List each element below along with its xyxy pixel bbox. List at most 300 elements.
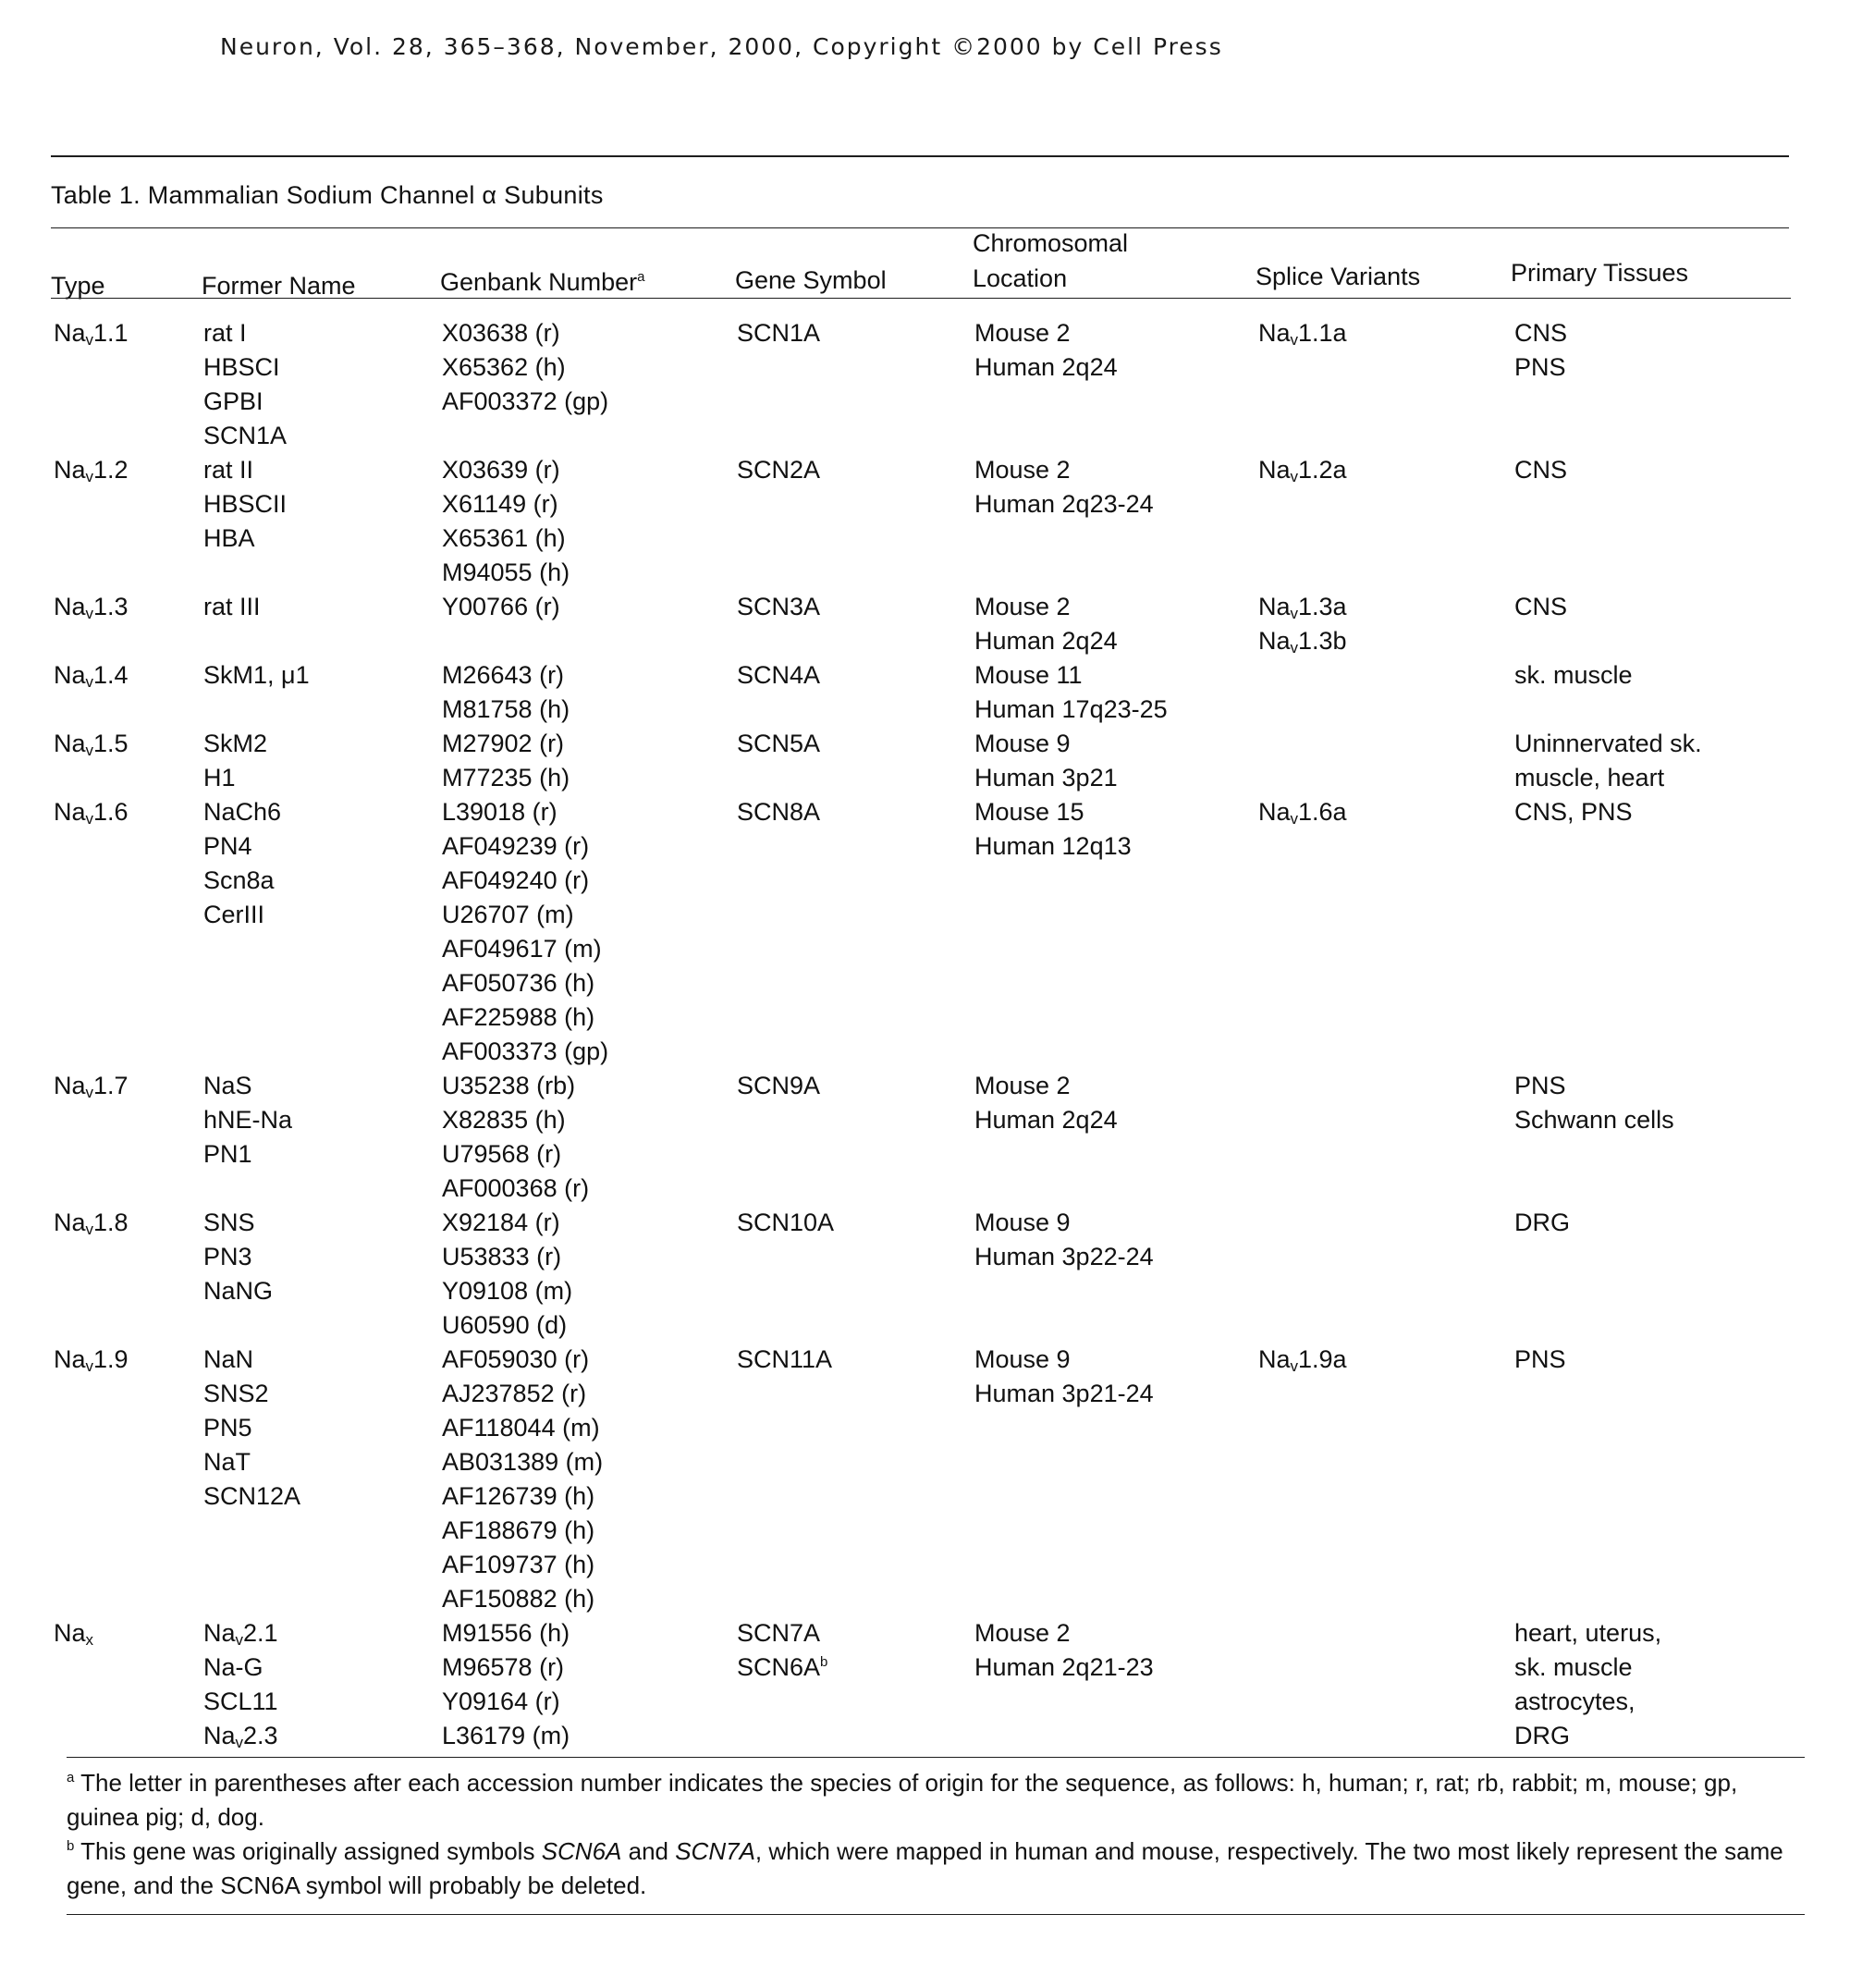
footnote-b-text-2: and	[621, 1837, 676, 1865]
genbank-accession: M96578 (r)	[442, 1653, 565, 1681]
type-base: Na	[54, 1619, 86, 1647]
type-base: Na	[54, 319, 86, 347]
former-name: NaCh6	[203, 798, 282, 826]
primary-tissue: PNS	[1514, 1345, 1566, 1373]
header-splice-variants: Splice Variants	[1256, 263, 1421, 290]
chromosomal-location: Human 2q24	[974, 1106, 1118, 1134]
splice-variants-cell	[1258, 453, 1347, 487]
table-title: Table 1. Mammalian Sodium Channel α Subunits	[51, 181, 604, 209]
chromosomal-location-cell	[974, 658, 1168, 727]
primary-tissue: Schwann cells	[1514, 1106, 1674, 1134]
table-row	[0, 658, 1850, 727]
former-name: PN1	[203, 1140, 252, 1168]
chromosomal-location-cell	[974, 1206, 1154, 1274]
gene-symbol-cell	[737, 453, 820, 487]
former-name: SCN12A	[203, 1482, 301, 1510]
splice-variant-subscript: v	[1290, 639, 1299, 657]
genbank-cell	[442, 453, 570, 590]
type-cell	[54, 453, 129, 487]
splice-variant-suffix: 1.2a	[1298, 456, 1347, 484]
type-suffix: 1.8	[93, 1209, 129, 1236]
header-type: Type	[51, 272, 105, 300]
former-name-cell	[203, 658, 310, 693]
genbank-cell	[442, 795, 608, 1069]
genbank-accession: AF000368 (r)	[442, 1174, 590, 1202]
primary-tissue: CNS	[1514, 319, 1568, 347]
gene-symbol	[737, 1206, 834, 1240]
splice-variant-base: Na	[1258, 1345, 1291, 1373]
genbank-cell	[442, 1069, 589, 1206]
splice-variant	[1258, 590, 1347, 624]
type-subscript: v	[85, 742, 94, 759]
type-subscript: v	[85, 331, 94, 349]
gene-symbol-text: SCN11A	[737, 1345, 833, 1373]
type-label	[54, 1069, 129, 1103]
former-name: SCN1A	[203, 422, 288, 449]
type-base: Na	[54, 1345, 86, 1373]
former-name-cell	[203, 453, 287, 556]
type-label	[54, 658, 129, 693]
gene-symbol	[737, 453, 820, 487]
splice-variants-cell	[1258, 795, 1347, 829]
table-row	[0, 1616, 1850, 1753]
gene-symbol-cell	[737, 316, 820, 350]
type-suffix: 1.1	[93, 319, 129, 347]
primary-tissue: heart, uterus,	[1514, 1619, 1662, 1647]
type-base: Na	[54, 593, 86, 620]
table-row	[0, 453, 1850, 590]
splice-variants-cell	[1258, 1343, 1347, 1377]
type-cell	[54, 795, 129, 829]
gene-symbol-text: SCN3A	[737, 593, 821, 620]
splice-variant-suffix: 1.3b	[1298, 627, 1347, 655]
chromosomal-location: Mouse 11	[974, 661, 1083, 689]
primary-tissue: DRG	[1514, 1209, 1570, 1236]
gene-symbol	[737, 727, 820, 761]
type-base: Na	[54, 661, 86, 689]
former-name: PN5	[203, 1414, 252, 1442]
primary-tissues-cell	[1514, 1206, 1570, 1240]
former-name: SkM1, μ1	[203, 661, 310, 689]
chromosomal-location: Human 3p21-24	[974, 1380, 1154, 1407]
top-rule	[51, 155, 1789, 157]
genbank-accession: L36179 (m)	[442, 1722, 570, 1749]
splice-variants-cell	[1258, 316, 1347, 350]
former-name	[203, 1685, 278, 1719]
chromosomal-location: Human 3p21	[974, 764, 1118, 792]
header-former-name: Former Name	[202, 272, 356, 300]
header-gene-symbol: Gene Symbol	[735, 266, 887, 294]
genbank-cell	[442, 1616, 570, 1753]
chromosomal-location: Human 2q24	[974, 353, 1118, 381]
type-suffix: 1.7	[93, 1072, 129, 1099]
chromosomal-location-cell	[974, 795, 1132, 864]
table-row	[0, 590, 1850, 658]
type-base: Na	[54, 456, 86, 484]
header-genbank-footnote-mark: a	[637, 269, 645, 285]
genbank-accession: AF126739 (h)	[442, 1482, 595, 1510]
footnotes	[67, 1766, 1805, 1903]
former-name: rat III	[203, 593, 261, 620]
table-row	[0, 1206, 1850, 1343]
footnote-b-mark: b	[67, 1838, 75, 1854]
header-genbank-number	[440, 264, 644, 300]
genbank-accession: M26643 (r)	[442, 661, 565, 689]
former-name: rat II	[203, 456, 254, 484]
chromosomal-location: Mouse 15	[974, 798, 1084, 826]
title-rule	[51, 227, 1789, 228]
table-body	[0, 316, 1850, 1753]
genbank-accession: AF188679 (h)	[442, 1516, 595, 1544]
chromosomal-location: Mouse 2	[974, 319, 1071, 347]
genbank-accession: M27902 (r)	[442, 730, 565, 757]
chromosomal-location: Human 2q21-23	[974, 1653, 1154, 1681]
former-name: NaNG	[203, 1277, 274, 1305]
former-name: H1	[203, 764, 236, 792]
type-label	[54, 316, 129, 350]
primary-tissue: sk. muscle	[1514, 661, 1633, 689]
former-name-base: Na	[203, 1619, 236, 1647]
chromosomal-location-cell	[974, 1343, 1154, 1411]
type-label	[54, 590, 129, 624]
former-name-cell	[203, 316, 287, 453]
chromosomal-location: Mouse 2	[974, 1072, 1071, 1099]
header-rule	[51, 298, 1791, 299]
type-label	[54, 795, 129, 829]
type-cell	[54, 658, 129, 693]
type-suffix: 1.9	[93, 1345, 129, 1373]
splice-variant	[1258, 624, 1347, 658]
primary-tissue: PNS	[1514, 1072, 1566, 1099]
former-name: HBA	[203, 524, 255, 552]
former-name: hNE-Na	[203, 1106, 293, 1134]
chromosomal-location: Human 2q24	[974, 627, 1118, 655]
table-row	[0, 727, 1850, 795]
type-subscript: v	[85, 673, 94, 691]
type-subscript: v	[85, 1084, 94, 1101]
gene-symbol-text: SCN7A	[737, 1619, 821, 1647]
chromosomal-location: Mouse 9	[974, 1209, 1071, 1236]
gene-symbol-cell	[737, 590, 820, 624]
splice-variant-base: Na	[1258, 319, 1291, 347]
former-name: HBSCII	[203, 490, 288, 518]
type-base: Na	[54, 1209, 86, 1236]
genbank-accession: U35238 (rb)	[442, 1072, 576, 1099]
primary-tissues-cell	[1514, 590, 1567, 624]
footnote-a-mark: a	[67, 1770, 75, 1786]
type-label	[54, 1616, 93, 1651]
splice-variant-subscript: v	[1290, 468, 1299, 485]
gene-symbol-cell	[737, 1343, 832, 1377]
type-base: Na	[54, 730, 86, 757]
chromosomal-location-cell	[974, 590, 1118, 658]
genbank-accession: AF059030 (r)	[442, 1345, 590, 1373]
gene-symbol-text: SCN9A	[737, 1072, 821, 1099]
chromosomal-location: Mouse 9	[974, 730, 1071, 757]
chromosomal-location: Human 2q23-24	[974, 490, 1154, 518]
splice-variant-base: Na	[1258, 456, 1291, 484]
splice-variant	[1258, 795, 1347, 829]
genbank-accession: AF003372 (gp)	[442, 387, 609, 415]
splice-variant	[1258, 453, 1347, 487]
former-name: Scn8a	[203, 866, 275, 894]
footnote-a-text: The letter in parentheses after each accession number indicates the species of origin for the sequence, as follows: h, human; r, rat; rb, rabbit; m, mouse; gp, guinea pig; d, dog.	[67, 1769, 1738, 1831]
genbank-accession: U26707 (m)	[442, 901, 574, 928]
type-suffix: 1.3	[93, 593, 129, 620]
splice-variant	[1258, 1343, 1347, 1377]
header-chromosomal-location	[973, 226, 1128, 296]
type-suffix: 1.2	[93, 456, 129, 484]
gene-symbol-cell	[737, 1069, 820, 1103]
former-name: NaT	[203, 1448, 251, 1476]
chromosomal-location-cell	[974, 1069, 1118, 1137]
type-subscript: x	[85, 1631, 94, 1649]
gene-symbol-cell	[737, 658, 820, 693]
genbank-accession: X03639 (r)	[442, 456, 560, 484]
type-cell	[54, 590, 129, 624]
former-name: NaN	[203, 1345, 254, 1373]
type-subscript: v	[85, 810, 94, 828]
genbank-accession: M81758 (h)	[442, 695, 570, 723]
header-genbank-label: Genbank Number	[440, 268, 638, 296]
splice-variant-subscript: v	[1290, 810, 1299, 828]
genbank-accession: X92184 (r)	[442, 1209, 560, 1236]
gene-symbol-text: SCN2A	[737, 456, 821, 484]
genbank-accession: M91556 (h)	[442, 1619, 570, 1647]
former-name: CerIII	[203, 901, 265, 928]
gene-symbol-text: SCN1A	[737, 319, 821, 347]
former-name-cell	[203, 1069, 292, 1172]
genbank-accession: AF109737 (h)	[442, 1551, 595, 1578]
genbank-accession: M94055 (h)	[442, 558, 570, 586]
type-cell	[54, 1069, 129, 1103]
type-cell	[54, 1206, 129, 1240]
footnote-b-text-1: This gene was originally assigned symbols	[80, 1837, 542, 1865]
genbank-accession: AF049617 (m)	[442, 935, 602, 963]
footnote-a	[67, 1766, 1805, 1835]
primary-tissues-cell	[1514, 453, 1567, 487]
genbank-accession: Y00766 (r)	[442, 593, 560, 620]
gene-symbol-text: SCN5A	[737, 730, 821, 757]
chromosomal-location: Mouse 9	[974, 1345, 1071, 1373]
type-label	[54, 727, 129, 761]
chromosomal-location-cell	[974, 1616, 1154, 1685]
genbank-accession: AF049239 (r)	[442, 832, 590, 860]
former-name: HBSCI	[203, 353, 280, 381]
genbank-accession: AF118044 (m)	[442, 1414, 600, 1442]
type-subscript: v	[85, 1357, 94, 1375]
former-name	[203, 1719, 278, 1753]
former-name-cell	[203, 1206, 273, 1308]
gene-symbol-cell	[737, 727, 820, 761]
type-cell	[54, 316, 129, 350]
genbank-accession: U79568 (r)	[442, 1140, 562, 1168]
primary-tissue: CNS	[1514, 593, 1568, 620]
splice-variant-subscript: v	[1290, 1357, 1299, 1375]
chromosomal-location: Human 3p22-24	[974, 1243, 1154, 1270]
primary-tissue: DRG	[1514, 1722, 1570, 1749]
former-name: SNS2	[203, 1380, 269, 1407]
genbank-accession: X65361 (h)	[442, 524, 566, 552]
gene-footnote-mark: b	[820, 1654, 828, 1670]
former-name: GPBI	[203, 387, 263, 415]
splice-variant-base: Na	[1258, 627, 1291, 655]
type-suffix: 1.4	[93, 661, 129, 689]
header-chromosomal-line2: Location	[973, 264, 1068, 292]
primary-tissue: muscle, heart	[1514, 764, 1665, 792]
primary-tissue: CNS	[1514, 456, 1568, 484]
chromosomal-location: Human 17q23-25	[974, 695, 1168, 723]
former-name-cell	[203, 795, 281, 932]
gene-symbol-text: SCN10A	[737, 1209, 835, 1236]
chromosomal-location: Human 12q13	[974, 832, 1132, 860]
genbank-accession: AF150882 (h)	[442, 1585, 595, 1613]
chromosomal-location: Mouse 2	[974, 456, 1071, 484]
splice-variant-base: Na	[1258, 593, 1291, 620]
primary-tissues-cell	[1514, 1616, 1661, 1753]
genbank-cell	[442, 1343, 603, 1616]
former-name	[203, 1651, 278, 1685]
splice-variant-subscript: v	[1290, 605, 1299, 622]
gene-symbol	[737, 795, 820, 829]
type-label	[54, 453, 129, 487]
chromosomal-location-cell	[974, 727, 1118, 795]
primary-tissues-cell	[1514, 795, 1633, 829]
table-row	[0, 795, 1850, 1069]
type-base: Na	[54, 1072, 86, 1099]
genbank-accession: AB031389 (m)	[442, 1448, 604, 1476]
genbank-accession: X82835 (h)	[442, 1106, 566, 1134]
genbank-accession: Y09108 (m)	[442, 1277, 573, 1305]
former-name	[203, 1616, 278, 1651]
type-cell	[54, 1616, 93, 1651]
gene-symbol	[737, 1069, 820, 1103]
primary-tissues-cell	[1514, 316, 1567, 385]
former-name-cell	[203, 1343, 300, 1514]
chromosomal-location-cell	[974, 316, 1118, 385]
former-name: PN3	[203, 1243, 252, 1270]
splice-variant-base: Na	[1258, 798, 1291, 826]
header-primary-tissues: Primary Tissues	[1511, 259, 1689, 287]
gene-symbol	[737, 1616, 827, 1651]
gene-symbol	[737, 1343, 832, 1377]
genbank-cell	[442, 1206, 572, 1343]
gene-symbol	[737, 1651, 827, 1685]
genbank-cell	[442, 316, 608, 419]
journal-header: Neuron, Vol. 28, 365–368, November, 2000, Copyright ©2000 by Cell Press	[220, 33, 1223, 60]
former-name-base: Na	[203, 1722, 236, 1749]
type-subscript: v	[85, 605, 94, 622]
gene-symbol	[737, 658, 820, 693]
genbank-accession: AJ237852 (r)	[442, 1380, 587, 1407]
type-label	[54, 1206, 129, 1240]
former-name-suffix: 2.3	[243, 1722, 278, 1749]
former-name-subscript: v	[235, 1734, 244, 1751]
former-name-cell	[203, 727, 267, 795]
primary-tissues-cell	[1514, 727, 1702, 795]
footnote-b-text-3: , which were mapped in human and mouse, respectively. The two most likely represent the same gene, and the SCN6A symbol will probably be deleted.	[67, 1837, 1783, 1899]
genbank-accession: AF050736 (h)	[442, 969, 595, 997]
type-label	[54, 1343, 129, 1377]
gene-symbol	[737, 590, 820, 624]
table-row	[0, 1343, 1850, 1616]
genbank-accession: U60590 (d)	[442, 1311, 568, 1339]
primary-tissue: PNS	[1514, 353, 1566, 381]
splice-variant	[1258, 316, 1347, 350]
type-cell	[54, 727, 129, 761]
primary-tissues-cell	[1514, 1069, 1674, 1137]
footnote-b-symbol-2: SCN7A	[675, 1837, 755, 1865]
genbank-accession: M77235 (h)	[442, 764, 570, 792]
genbank-accession: X65362 (h)	[442, 353, 566, 381]
table-row	[0, 316, 1850, 453]
footnote-b	[67, 1835, 1805, 1903]
primary-tissue: sk. muscle	[1514, 1653, 1633, 1681]
genbank-accession: U53833 (r)	[442, 1243, 562, 1270]
primary-tissues-cell	[1514, 1343, 1566, 1377]
splice-variant-suffix: 1.3a	[1298, 593, 1347, 620]
gene-symbol-cell	[737, 795, 820, 829]
chromosomal-location-cell	[974, 453, 1154, 522]
type-cell	[54, 1343, 129, 1377]
former-name-cell	[203, 1616, 278, 1753]
former-name-base: Na-G	[203, 1653, 263, 1681]
splice-variant-suffix: 1.1a	[1298, 319, 1347, 347]
former-name: NaS	[203, 1072, 252, 1099]
former-name-cell	[203, 590, 261, 624]
chromosomal-location: Mouse 2	[974, 1619, 1071, 1647]
genbank-accession: AF049240 (r)	[442, 866, 590, 894]
splice-variant-subscript: v	[1290, 331, 1299, 349]
type-subscript: v	[85, 1221, 94, 1238]
chromosomal-location: Mouse 2	[974, 593, 1071, 620]
genbank-cell	[442, 590, 560, 624]
gene-symbol	[737, 316, 820, 350]
genbank-cell	[442, 658, 570, 727]
primary-tissues-cell	[1514, 658, 1633, 693]
gene-symbol-text: SCN6A	[737, 1653, 821, 1681]
genbank-cell	[442, 727, 570, 795]
primary-tissue: astrocytes,	[1514, 1687, 1636, 1715]
former-name-base: SCL11	[203, 1687, 278, 1715]
splice-variants-cell	[1258, 590, 1347, 658]
former-name-subscript: v	[235, 1631, 244, 1649]
gene-symbol-text: SCN8A	[737, 798, 821, 826]
type-suffix: 1.5	[93, 730, 129, 757]
former-name: SNS	[203, 1209, 255, 1236]
gene-symbol-cell	[737, 1616, 827, 1685]
type-subscript: v	[85, 468, 94, 485]
genbank-accession: AF003373 (gp)	[442, 1037, 609, 1065]
genbank-accession: X03638 (r)	[442, 319, 560, 347]
header-chromosomal-line1: Chromosomal	[973, 229, 1129, 257]
bottom-rule	[67, 1757, 1805, 1758]
primary-tissue: CNS, PNS	[1514, 798, 1633, 826]
genbank-accession: X61149 (r)	[442, 490, 558, 518]
splice-variant-suffix: 1.6a	[1298, 798, 1347, 826]
genbank-accession: L39018 (r)	[442, 798, 557, 826]
genbank-accession: AF225988 (h)	[442, 1003, 595, 1031]
footer-rule	[67, 1914, 1805, 1915]
primary-tissue: Uninnervated sk.	[1514, 730, 1702, 757]
former-name: rat I	[203, 319, 247, 347]
gene-symbol-cell	[737, 1206, 834, 1240]
type-suffix: 1.6	[93, 798, 129, 826]
table-row	[0, 1069, 1850, 1206]
footnote-b-symbol-1: SCN6A	[541, 1837, 622, 1865]
type-base: Na	[54, 798, 86, 826]
former-name: SkM2	[203, 730, 268, 757]
